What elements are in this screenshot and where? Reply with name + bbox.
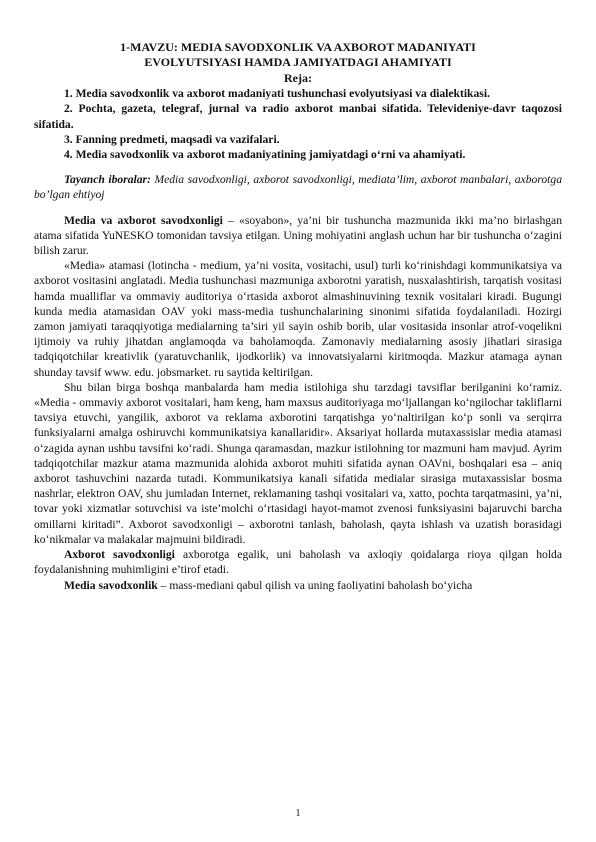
paragraph-text: «Media» atamasi (lotincha - medium, ya’ni vosita, vositachi, usul) turli ko‘rinishdagi kommunikatsiya va axborot vositasini anglatadi. Media tushunchasi mazmuniga axborotni yaratish, nusxalashtirish, tarqatish vositasi hamda mualliflar va ommaviy auditoriya o‘rtasida axborot almashinuvining texnik vositalari kiradi. Bugungi kunda media atamasidan OAV yoki mass-media tushunchalarining sinonimi sifatida foydalaniladi. Hozirgi zamon jamiyati taraqqiyotiga medialarning ta’siri yil sayin oshib borib, ular vositasida insonlar atrof-voqelikni ijtimoiy va ruhiy jihatdan anglamoqda va baholamoqda. Zamonaviy medialarning asosiy jihatlari sirasiga tadqiqotchilar kreativlik (yaratuvchanlik, ijodkorlik) va innovatsiyalarni kiritmoqda. Mazkur atamaga aynan shunday tavsif www. edu. jobsmarket. ru saytida keltirilgan.	[34, 259, 562, 379]
title-line-1: 1-MAVZU: MEDIA SAVODXONLIK VA AXBOROT MADANIYATI	[120, 40, 476, 54]
plan-item: 3. Fanning predmeti, maqsadi va vazifalari.	[64, 132, 280, 146]
page-title	[34, 40, 562, 70]
paragraph-lead: Media va axborot savodxonligi	[64, 213, 223, 227]
body-paragraph	[34, 258, 562, 380]
title-line-2: EVOLYUTSIYASI HAMDA JAMIYATDAGI AHAMIYATI	[144, 55, 452, 69]
paragraph-text: – «soyabon», ya’ni bir tushuncha mazmunida ikki ma’no birlashgan atama sifatida YuNESKO tomonidan tavsiya etilgan. Uning mohiyatini anglash uchun har bir tushuncha o‘zagini bilish zarur.	[34, 213, 562, 258]
plan-item: 1. Media savodxonlik va axborot madaniyati tushunchasi evolyutsiyasi va dialektikasi.	[64, 87, 490, 101]
paragraph-text: Shu bilan birga boshqa manbalarda ham media istilohiga shu tarzdagi tavsiflar berilganini ko‘ramiz. «Media - ommaviy axborot vositalari, ham keng, ham maxsus auditoriyaga mo‘ljallangan ko‘ngilochar takliflarni tavsiya etuvchi, yangilik, axborot va reklama axborotini tarqatishga yo‘naltirilgan ko‘p sonli va serqirra funksiyalarni amalga oshiruvchi kommunikatsiya kanallaridir». Aksariyat hollarda mutaxassislar media atamasi o‘zagida aynan ushbu tavsifni ko‘radi. Shunga qaramasdan, mazkur istilohning tor mazmuni ham mavjud. Ayrim tadqiqotchilar mazkur atama mazmunida alohida axborot muhiti sifatida aynan OAVni, boshqalari esa – aniq axborot tashuvchini nazarda tutadi. Kommunikatsiya kanali sifatida medialar sirasiga mutaxassislar bosma nashrlar, elektron OAV, shu jumladan Internet, reklamaning tashqi vositalari va, xatto, pochta tarqatmasini, ya’ni, tovar yoki xizmatlar sotuvchisi va iste’molchi o‘rtasidagi hayot-mamot zvenosi funksiyasini bajaruvchi barcha omillarni kiritadi”. Axborot savodxonligi – axborotni tanlash, baholash, qayta ishlash va uzatish borasidagi ko‘nikmalar va malakalar majmuini bildiradi.	[34, 380, 562, 546]
body-paragraph	[34, 213, 562, 259]
page-content	[34, 40, 562, 593]
body-paragraph	[34, 578, 562, 593]
paragraph-lead: Axborot savodxonligi	[64, 548, 175, 562]
keywords-paragraph	[34, 172, 562, 202]
plan-item: 2. Pochta, gazeta, telegraf, jurnal va radio axborot manbai sifatida. Televideniye-davr taqozosi sifatida.	[34, 102, 562, 131]
plan-heading: Reja:	[284, 71, 312, 85]
paragraph-text: axborotga egalik, uni baholash va axloqiy qoidalarga rioya qilgan holda foydalanishning muhimligini e’tirof etadi.	[34, 548, 563, 577]
plan-item: 4. Media savodxonlik va axborot madaniyatining jamiyatdagi o‘rni va ahamiyati.	[64, 148, 466, 162]
keywords-text: Media savodxonligi, axborot savodxonligi, mediata’lim, axborot manbalari, axborotga bo’lgan ehtiyoj	[34, 173, 562, 202]
keywords-label: Tayanch iboralar:	[64, 173, 151, 187]
page-number: 1	[295, 808, 301, 819]
body-paragraph	[34, 380, 562, 547]
body-paragraph	[34, 547, 562, 577]
paragraph-text: – mass-mediani qabul qilish va uning faoliyatini baholash bo‘yicha	[157, 578, 473, 592]
paragraph-lead: Media savodxonlik	[64, 578, 158, 592]
